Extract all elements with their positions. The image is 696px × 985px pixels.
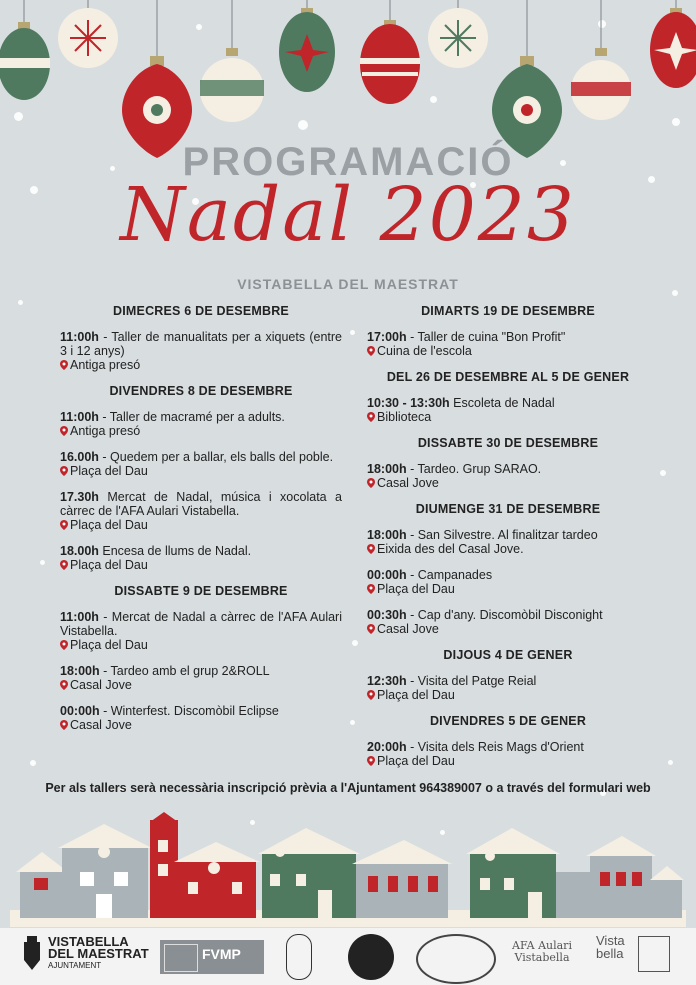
snowflake-dot-icon [350, 330, 355, 335]
event-description: - Campanades [406, 568, 493, 582]
location-pin-icon [60, 640, 68, 650]
event-description: Escoleta de Nadal [449, 396, 555, 410]
location-pin-icon [367, 584, 375, 594]
event-location [367, 542, 649, 556]
event-location [60, 358, 342, 372]
event-item [60, 490, 342, 532]
day-heading: DISSABTE 9 DE DESEMBRE [114, 584, 288, 598]
program-right-column [367, 304, 649, 780]
snowflake-dot-icon [350, 720, 355, 725]
event-description: Encesa de llums de Nadal. [98, 544, 252, 558]
brand-vista: Vista [596, 933, 625, 948]
location-pin-icon [60, 360, 68, 370]
fvmp-logo [160, 940, 264, 974]
snowflake-dot-icon [30, 760, 36, 766]
event-location [367, 582, 649, 596]
event-location-label: Plaça del Dau [377, 688, 455, 702]
event-description: - Taller de macramé per a adults. [98, 410, 285, 424]
event-item [367, 674, 649, 702]
pretitle: PROGRAMACIÓ [182, 140, 514, 184]
ajuntament-line2: DEL MAESTRAT [48, 946, 149, 961]
event-time: 12:30h [367, 674, 407, 688]
event-item [60, 704, 342, 732]
event-location-label: Plaça del Dau [70, 464, 148, 478]
event-location-label: Casal Jove [377, 622, 439, 636]
cream-red-ornament-icon [571, 48, 631, 120]
location-pin-icon [60, 520, 68, 530]
event-time: 11:00h [60, 330, 99, 344]
event-location-label: Casal Jove [70, 718, 132, 732]
vistabella-circle-logo-icon [348, 934, 394, 980]
event-time: 00:00h [367, 568, 407, 582]
event-location-label: Antiga presó [70, 358, 141, 372]
location-pin-icon [367, 346, 375, 356]
location-pin-icon [367, 624, 375, 634]
event-location [60, 464, 342, 478]
event-location [60, 638, 342, 652]
page-title: Nadal 2023 [120, 172, 576, 258]
ajuntament-logo [22, 934, 149, 977]
day-heading: DIVENDRES 8 DE DESEMBRE [109, 384, 293, 398]
event-time: 00:30h [367, 608, 407, 622]
event-location-label: Plaça del Dau [377, 582, 455, 596]
location-pin-icon [367, 478, 375, 488]
event-time: 00:00h [60, 704, 100, 718]
event-time: 11:00h [60, 610, 99, 624]
snowflake-dot-icon [668, 760, 673, 765]
location-pin-icon [60, 560, 68, 570]
sponsor-logos-bar [0, 928, 696, 985]
location-pin-icon [60, 426, 68, 436]
event-item [60, 544, 342, 572]
event-description: - Tardeo. Grup SARAO. [406, 462, 542, 476]
brand-bella: bella [596, 946, 624, 961]
event-time: 16.00h [60, 450, 99, 464]
event-description: - San Silvestre. Al finalitzar tardeo [406, 528, 598, 542]
event-location-label: Biblioteca [377, 410, 432, 424]
event-description: - Winterfest. Discomòbil Eclipse [99, 704, 279, 718]
event-location-label: Casal Jove [70, 678, 132, 692]
location-pin-icon [367, 412, 375, 422]
location-pin-icon [367, 690, 375, 700]
event-location-label: Cuina de l'escola [377, 344, 472, 358]
event-description: - Mercat de Nadal a càrrec de l'AFA Aulari Vistabella. [60, 610, 342, 638]
afa-logo [508, 940, 576, 964]
day-heading: DIVENDRES 5 DE GENER [429, 714, 587, 728]
event-item [60, 450, 342, 478]
village-subtitle: VISTABELLA DEL MAESTRAT [237, 276, 459, 292]
jovent-logo-icon [416, 934, 496, 984]
event-time: 11:00h [60, 410, 99, 424]
event-description: - Taller de cuina "Bon Profit" [406, 330, 566, 344]
location-pin-icon [60, 466, 68, 476]
event-item [367, 608, 649, 636]
snowflake-dot-icon [40, 560, 45, 565]
castle-icon [638, 936, 670, 972]
event-location-label: Plaça del Dau [70, 558, 148, 572]
event-location [367, 476, 649, 490]
snowflake-ornament-icon [58, 8, 118, 68]
location-pin-icon [367, 756, 375, 766]
event-time: 17:00h [367, 330, 407, 344]
day-heading: DIUMENGE 31 DE DESEMBRE [415, 502, 601, 516]
fvmp-label: FVMP [202, 946, 241, 962]
event-time: 10:30 - 13:30h [367, 396, 450, 410]
snowflake-dot-icon [660, 470, 666, 476]
event-item [367, 330, 649, 358]
event-item [367, 568, 649, 596]
event-location [367, 754, 649, 768]
event-item [367, 462, 649, 490]
event-description: - Cap d'any. Discomòbil Disconight [406, 608, 603, 622]
afa-line1: AFA Aulari [512, 939, 572, 952]
event-item [60, 410, 342, 438]
village-illustration [0, 812, 696, 927]
event-description: - Visita dels Reis Mags d'Orient [406, 740, 584, 754]
event-time: 20:00h [367, 740, 407, 754]
event-time: 18:00h [367, 528, 407, 542]
green-star-ornament-icon [279, 8, 335, 92]
event-item [367, 740, 649, 768]
association-logo-icon [286, 934, 312, 980]
red-striped-ornament-icon [360, 20, 420, 104]
location-pin-icon [60, 680, 68, 690]
event-location [60, 558, 342, 572]
event-item [367, 528, 649, 556]
event-time: 18:00h [367, 462, 407, 476]
event-location-label: Plaça del Dau [70, 518, 148, 532]
event-description: - Visita del Patge Reial [406, 674, 537, 688]
event-item [60, 610, 342, 652]
event-location [60, 424, 342, 438]
cream-snowflake-ornament-icon [428, 8, 488, 68]
event-description: - Tardeo amb el grup 2&ROLL [99, 664, 270, 678]
event-item [60, 330, 342, 372]
red-egg-ornament-icon [650, 8, 696, 88]
snowflake-dot-icon [352, 640, 358, 646]
afa-line2: Vistabella [514, 951, 570, 964]
event-location [367, 622, 649, 636]
vistabella-brand-logo [596, 934, 676, 960]
event-location [60, 678, 342, 692]
event-location [60, 518, 342, 532]
event-location-label: Plaça del Dau [377, 754, 455, 768]
event-location [367, 410, 649, 424]
event-location [367, 344, 649, 358]
snowflake-dot-icon [18, 300, 23, 305]
event-item [60, 664, 342, 692]
program-left-column [60, 304, 342, 744]
event-location-label: Plaça del Dau [70, 638, 148, 652]
event-time: 17.30h [60, 490, 99, 504]
event-time: 18.00h [60, 544, 99, 558]
event-description: - Quedem per a ballar, els balls del poble. [98, 450, 334, 464]
event-description: - Taller de manualitats per a xiquets (entre 3 i 12 anys) [60, 330, 342, 358]
green-ornament-icon [0, 22, 50, 100]
location-pin-icon [60, 720, 68, 730]
day-heading: DISSABTE 30 DE DESEMBRE [417, 436, 599, 450]
ajuntament-line3: AJUNTAMENT [48, 961, 102, 970]
town-shield-icon [22, 936, 42, 972]
event-location-label: Eixida des del Casal Jove. [377, 542, 524, 556]
event-item [367, 396, 649, 424]
event-location-label: Antiga presó [70, 424, 141, 438]
location-pin-icon [367, 544, 375, 554]
event-location-label: Casal Jove [377, 476, 439, 490]
event-location [367, 688, 649, 702]
event-description: Mercat de Nadal, música i xocolata a càrrec de l'AFA Aulari Vistabella. [60, 490, 342, 518]
fvmp-emblem-icon [164, 944, 198, 972]
event-time: 18:00h [60, 664, 100, 678]
event-location [60, 718, 342, 732]
registration-note: Per als tallers serà necessària inscripció prèvia a l'Ajuntament 964389007 o a través del formulari web [45, 781, 651, 795]
ajuntament-line1: VISTABELLA [48, 934, 129, 949]
day-heading: DIJOUS 4 DE GENER [443, 648, 573, 662]
day-heading: DIMECRES 6 DE DESEMBRE [113, 304, 289, 318]
day-heading: DEL 26 DE DESEMBRE AL 5 DE GENER [386, 370, 630, 384]
cream-ornament-icon [200, 48, 264, 122]
day-heading: DIMARTS 19 DE DESEMBRE [421, 304, 595, 318]
